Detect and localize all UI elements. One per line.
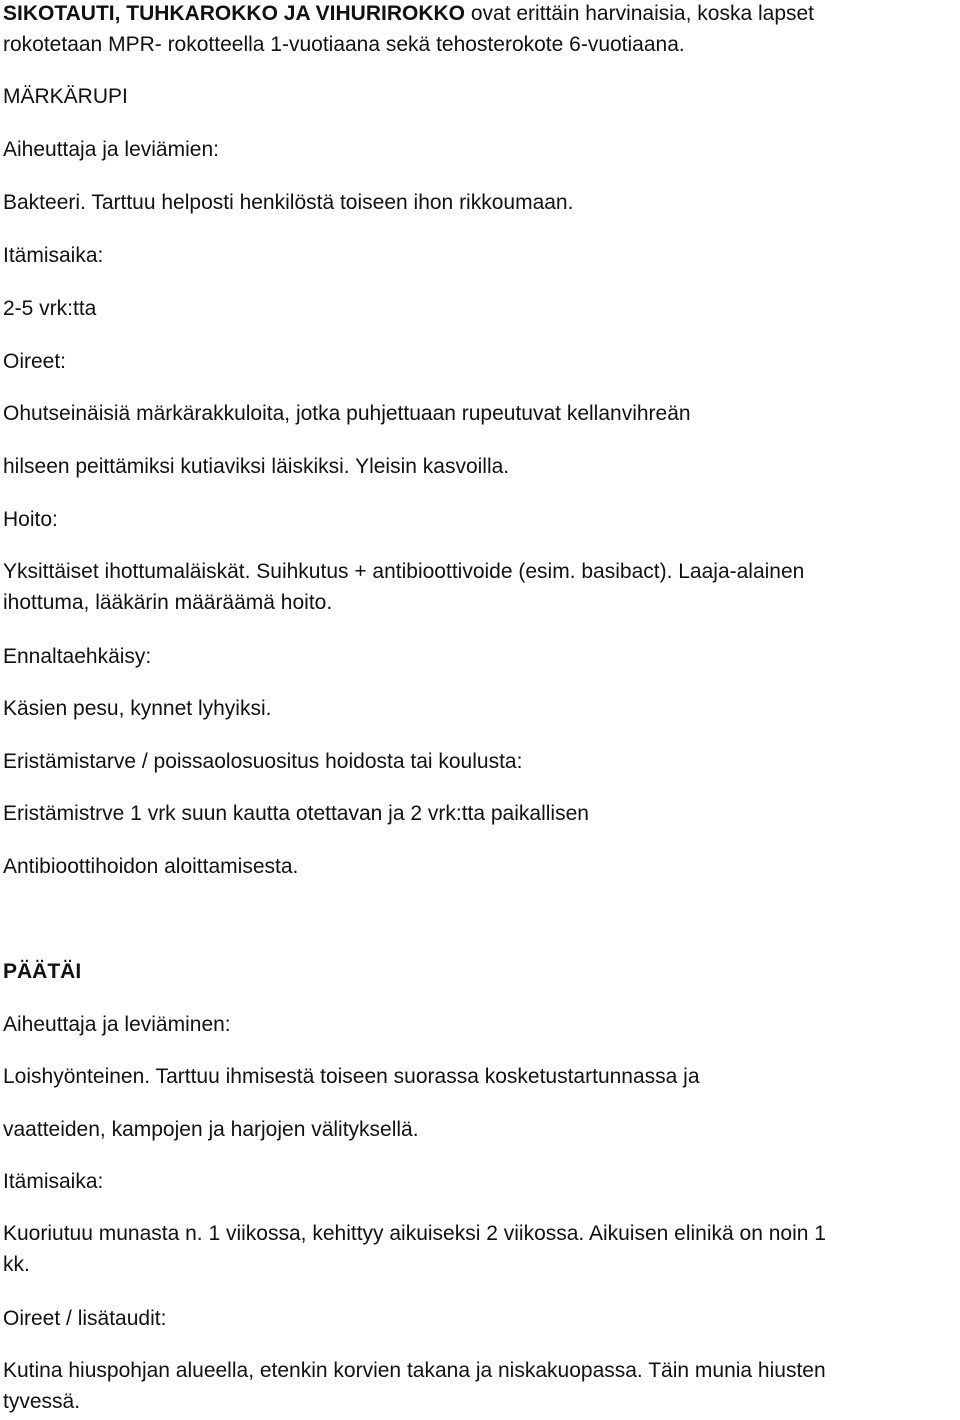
lice-cause-text-2: vaatteiden, kampojen ja harjojen välityksellä.	[3, 1118, 419, 1141]
treatment-label: Hoito:	[3, 508, 58, 531]
lice-symptoms-label: Oireet / lisätaudit:	[3, 1307, 167, 1330]
incubation-label: Itämisaika:	[3, 244, 104, 267]
incubation-text: 2-5 vrk:tta	[3, 297, 97, 320]
intro-line-1	[3, 0, 814, 29]
symptoms-text-2: hilseen peittämiksi kutiaviksi läiskiksi. Yleisin kasvoilla.	[3, 455, 510, 478]
cause-text: Bakteeri. Tarttuu helposti henkilöstä toiseen ihon rikkoumaan.	[3, 191, 574, 214]
treatment-text	[3, 556, 804, 618]
lice-incubation-label: Itämisaika:	[3, 1170, 104, 1193]
section-title-paatai: PÄÄTÄI	[3, 960, 82, 983]
isolation-text-1: Eristämistrve 1 vrk suun kautta otettavan ja 2 vrk:tta paikallisen	[3, 802, 589, 825]
section-title-markarupi: MÄRKÄRUPI	[3, 85, 128, 108]
intro-text: ovat erittäin harvinaisia, koska lapset	[465, 2, 815, 25]
symptoms-text-1: Ohutseinäisiä märkärakkuloita, jotka puhjettuaan rupeutuvat kellanvihreän	[3, 402, 691, 425]
intro-paragraph	[3, 0, 814, 60]
lice-cause-label: Aiheuttaja ja leviäminen:	[3, 1013, 231, 1036]
prevention-text: Käsien pesu, kynnet lyhyiksi.	[3, 697, 272, 720]
intro-diseases-heading: SIKOTAUTI, TUHKAROKKO JA VIHURIROKKO	[3, 2, 465, 25]
lice-symptoms-text	[3, 1355, 826, 1417]
lice-symptoms-text-1: Kutina hiuspohjan alueella, etenkin korvien takana ja niskakuopassa. Täin munia hiusten	[3, 1359, 826, 1382]
lice-incubation-text-2: kk.	[3, 1253, 30, 1276]
treatment-text-1: Yksittäiset ihottumaläiskät. Suihkutus + antibioottivoide (esim. basibact). Laaja-alainen	[3, 560, 805, 583]
cause-label: Aiheuttaja ja leviämien:	[3, 138, 219, 161]
lice-symptoms-text-2: tyvessä.	[3, 1390, 81, 1413]
lice-cause-text-1: Loishyönteinen. Tarttuu ihmisestä toiseen suorassa kosketustartunnassa ja	[3, 1065, 700, 1088]
symptoms-label: Oireet:	[3, 350, 67, 373]
treatment-text-2: ihottuma, lääkärin määräämä hoito.	[3, 591, 333, 614]
isolation-text-2: Antibioottihoidon aloittamisesta.	[3, 855, 299, 878]
intro-line-2: rokotetaan MPR- rokotteella 1-vuotiaana sekä tehosterokote 6-vuotiaana.	[3, 33, 685, 56]
lice-incubation-text-1: Kuoriutuu munasta n. 1 viikossa, kehittyy aikuiseksi 2 viikossa. Aikuisen elinikä on noin 1	[3, 1222, 826, 1245]
lice-incubation-text	[3, 1218, 826, 1280]
isolation-label: Eristämistarve / poissaolosuositus hoidosta tai koulusta:	[3, 750, 523, 773]
prevention-label: Ennaltaehkäisy:	[3, 645, 152, 668]
